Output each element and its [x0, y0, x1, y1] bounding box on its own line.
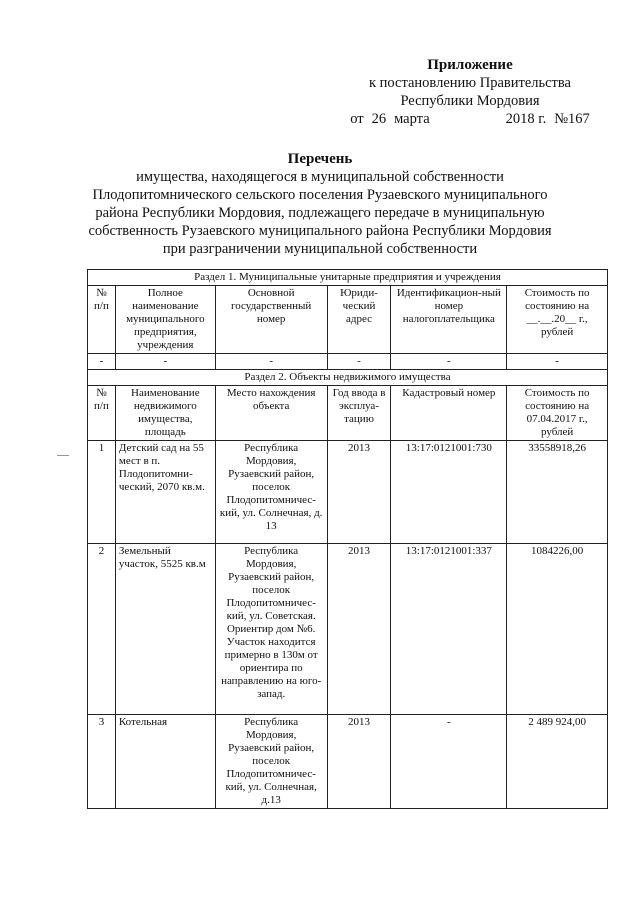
- property-name: Земельный участок, 5525 кв.м: [115, 544, 215, 715]
- appendix-block: [330, 56, 610, 128]
- header-cell: Место нахождения объекта: [215, 386, 327, 441]
- table-row: [88, 544, 608, 715]
- section-1-empty-row: [88, 354, 608, 370]
- date-year: 2018 г.: [505, 111, 547, 127]
- appendix-title: Приложение: [427, 57, 513, 73]
- table-row: [88, 715, 608, 809]
- header-cell: Идентификацион-ный номер налогоплательщика: [391, 286, 507, 354]
- section-1-title: Раздел 1. Муниципальные унитарные предприятия и учреждения: [88, 270, 608, 286]
- section-2-header-row: [88, 386, 608, 441]
- header-cell: Кадастровый номер: [391, 386, 507, 441]
- table-cell: -: [88, 354, 116, 370]
- table-cell: -: [215, 354, 327, 370]
- commission-year: 2013: [327, 441, 391, 544]
- cadastral-number: -: [391, 715, 507, 809]
- document-title: [80, 150, 560, 258]
- header-cell: Юриди-ческий адрес: [327, 286, 391, 354]
- row-number: 2: [88, 544, 116, 715]
- table-cell: -: [115, 354, 215, 370]
- row-number: 3: [88, 715, 116, 809]
- property-cost: 2 489 924,00: [507, 715, 608, 809]
- property-location: Республика Мордовия, Рузаевский район, поселок Плодопитомничес-кий, ул. Солнечная, д. 13: [215, 441, 327, 544]
- header-cell: Год ввода в эксплуа-тацию: [327, 386, 391, 441]
- property-name: Котельная: [115, 715, 215, 809]
- table-cell: -: [507, 354, 608, 370]
- title-line-2: Плодопитомнического сельского поселения Рузаевского муниципального: [92, 187, 548, 203]
- appendix-line-1: к постановлению Правительства: [369, 75, 571, 91]
- section-2-title-row: [88, 370, 608, 386]
- appendix-line-2: Республики Мордовия: [400, 93, 540, 109]
- title-line-5: при разграничении муниципальной собственности: [162, 241, 478, 257]
- title-line-1: имущества, находящегося в муниципальной собственности: [136, 169, 504, 185]
- cadastral-number: 13:17:0121001:337: [391, 544, 507, 715]
- table-row: [88, 441, 608, 544]
- header-cell: Основной государственный номер: [215, 286, 327, 354]
- property-location: Республика Мордовия, Рузаевский район, поселок Плодопитомничес-кий, ул. Солнечная, д.13: [215, 715, 327, 809]
- resolution-number: №167: [554, 111, 590, 127]
- header-cell: № п/п: [88, 386, 116, 441]
- title-line-3: района Республики Мордовия, подлежащего передаче в муниципальную: [95, 205, 545, 221]
- table-cell: -: [391, 354, 507, 370]
- section-1-header-row: [88, 286, 608, 354]
- margin-mark: [57, 455, 69, 456]
- date-gap: [438, 110, 498, 128]
- section-1-title-row: [88, 270, 608, 286]
- section-2-title: Раздел 2. Объекты недвижимого имущества: [88, 370, 608, 386]
- header-cell: Наименование недвижимого имущества, площадь: [115, 386, 215, 441]
- property-location: Республика Мордовия, Рузаевский район, поселок Плодопитомничес-кий, ул. Советская. Ориентир дом №6. Участок находится примерно в 130м от ориентира по направлению на юго-запад.: [215, 544, 327, 715]
- date-prefix: от: [350, 111, 364, 127]
- commission-year: 2013: [327, 544, 391, 715]
- table-cell: -: [327, 354, 391, 370]
- title-line-4: собственность Рузаевского муниципального района Республики Мордовия: [88, 223, 552, 239]
- date-month: марта: [394, 111, 430, 127]
- date-day: 26: [371, 111, 387, 127]
- cadastral-number: 13:17:0121001:730: [391, 441, 507, 544]
- header-cell: Полное наименование муниципального предприятия, учреждения: [115, 286, 215, 354]
- row-number: 1: [88, 441, 116, 544]
- commission-year: 2013: [327, 715, 391, 809]
- title-heading: Перечень: [287, 151, 353, 167]
- property-name: Детский сад на 55 мест в п. Плодопитомни-ческий, 2070 кв.м.: [115, 441, 215, 544]
- header-cell: Стоимость по состоянию на 07.04.2017 г., рублей: [507, 386, 608, 441]
- property-cost: 1084226,00: [507, 544, 608, 715]
- header-cell: Стоимость по состоянию на __.__.20__ г., рублей: [507, 286, 608, 354]
- appendix-date-line: [330, 110, 610, 128]
- header-cell: № п/п: [88, 286, 116, 354]
- property-table: [87, 269, 608, 809]
- property-cost: 33558918,26: [507, 441, 608, 544]
